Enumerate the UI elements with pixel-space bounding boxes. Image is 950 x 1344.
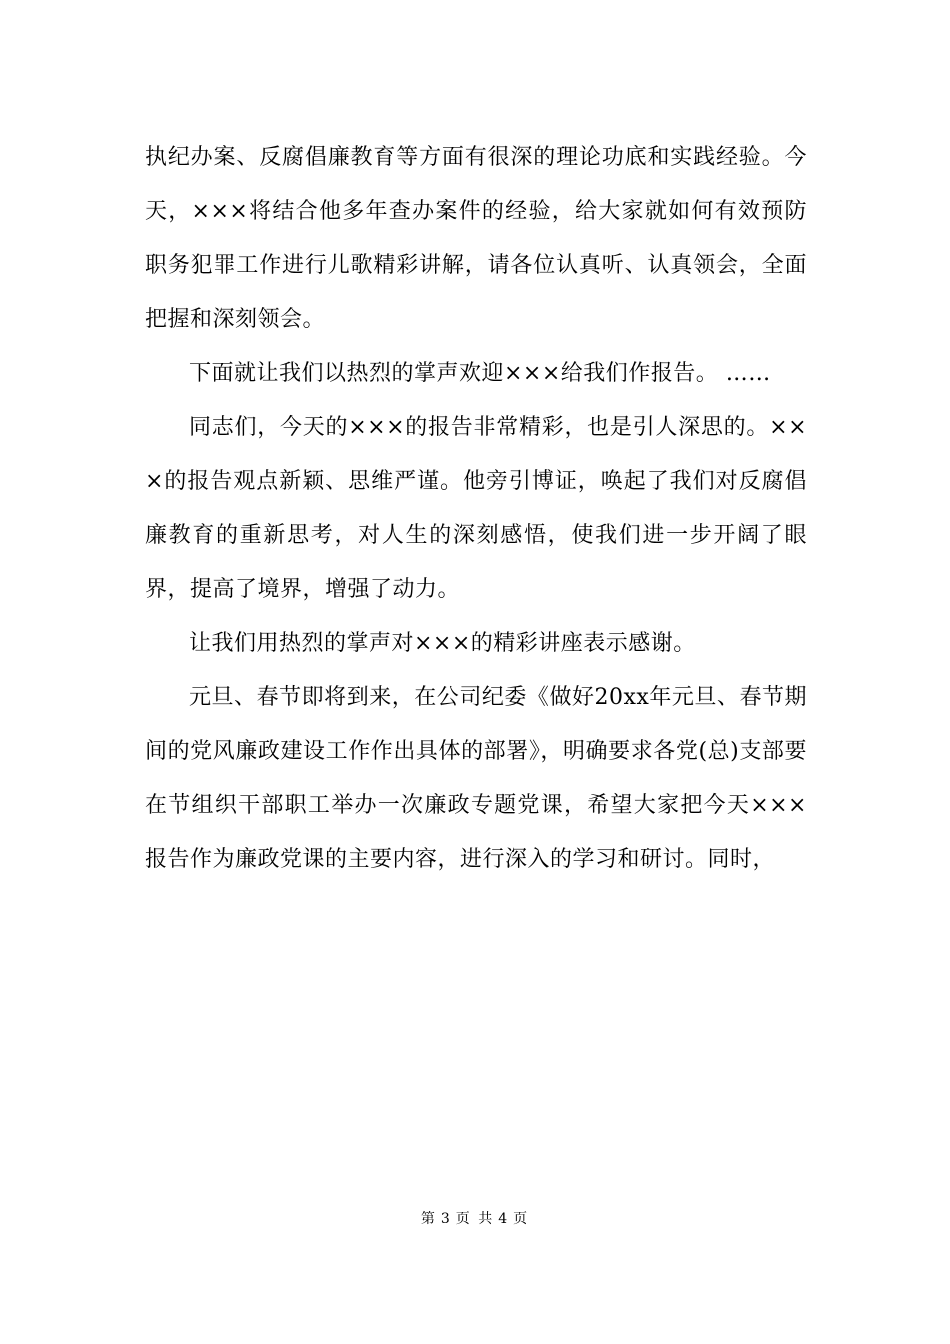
- footer-total-pages: 4: [498, 1211, 510, 1227]
- footer-suffix: 页: [513, 1211, 530, 1227]
- paragraph-2: 下面就让我们以热烈的掌声欢迎×××给我们作报告。 ……: [189, 361, 771, 386]
- paragraph-3: 同志们，今天的×××的报告非常精彩，也是引人深思的。×××的报告观点新颖、思维严谨。他旁引博证，唤起了我们对反腐倡廉教育的重新思考，对人生的深刻感悟，使我们进一步开阔了眼界，提高了境界，增强了动力。: [145, 415, 807, 602]
- paragraph-1: 执纪办案、反腐倡廉教育等方面有很深的理论功底和实践经验。今天，×××将结合他多年查办案件的经验，给大家就如何有效预防职务犯罪工作进行儿歌精彩讲解，请各位认真听、认真领会，全面把握和深刻领会。: [145, 145, 807, 332]
- footer-prefix: 第: [420, 1211, 437, 1227]
- page-footer: [0, 1208, 950, 1228]
- document-body: [145, 131, 807, 887]
- paragraph-4: 让我们用热烈的掌声对×××的精彩讲座表示感谢。: [189, 631, 696, 656]
- paragraph-5: 元旦、春节即将到来，在公司纪委《做好20xx年元旦、春节期间的党风廉政建设工作作出具体的部署》，明确要求各党(总)支部要在节组织干部职工举办一次廉政专题党课，希望大家把今天×××报告作为廉政党课的主要内容，进行深入的学习和研讨。同时，: [145, 685, 807, 872]
- footer-current-page: 3: [440, 1211, 452, 1227]
- footer-middle: 页 共: [455, 1211, 495, 1227]
